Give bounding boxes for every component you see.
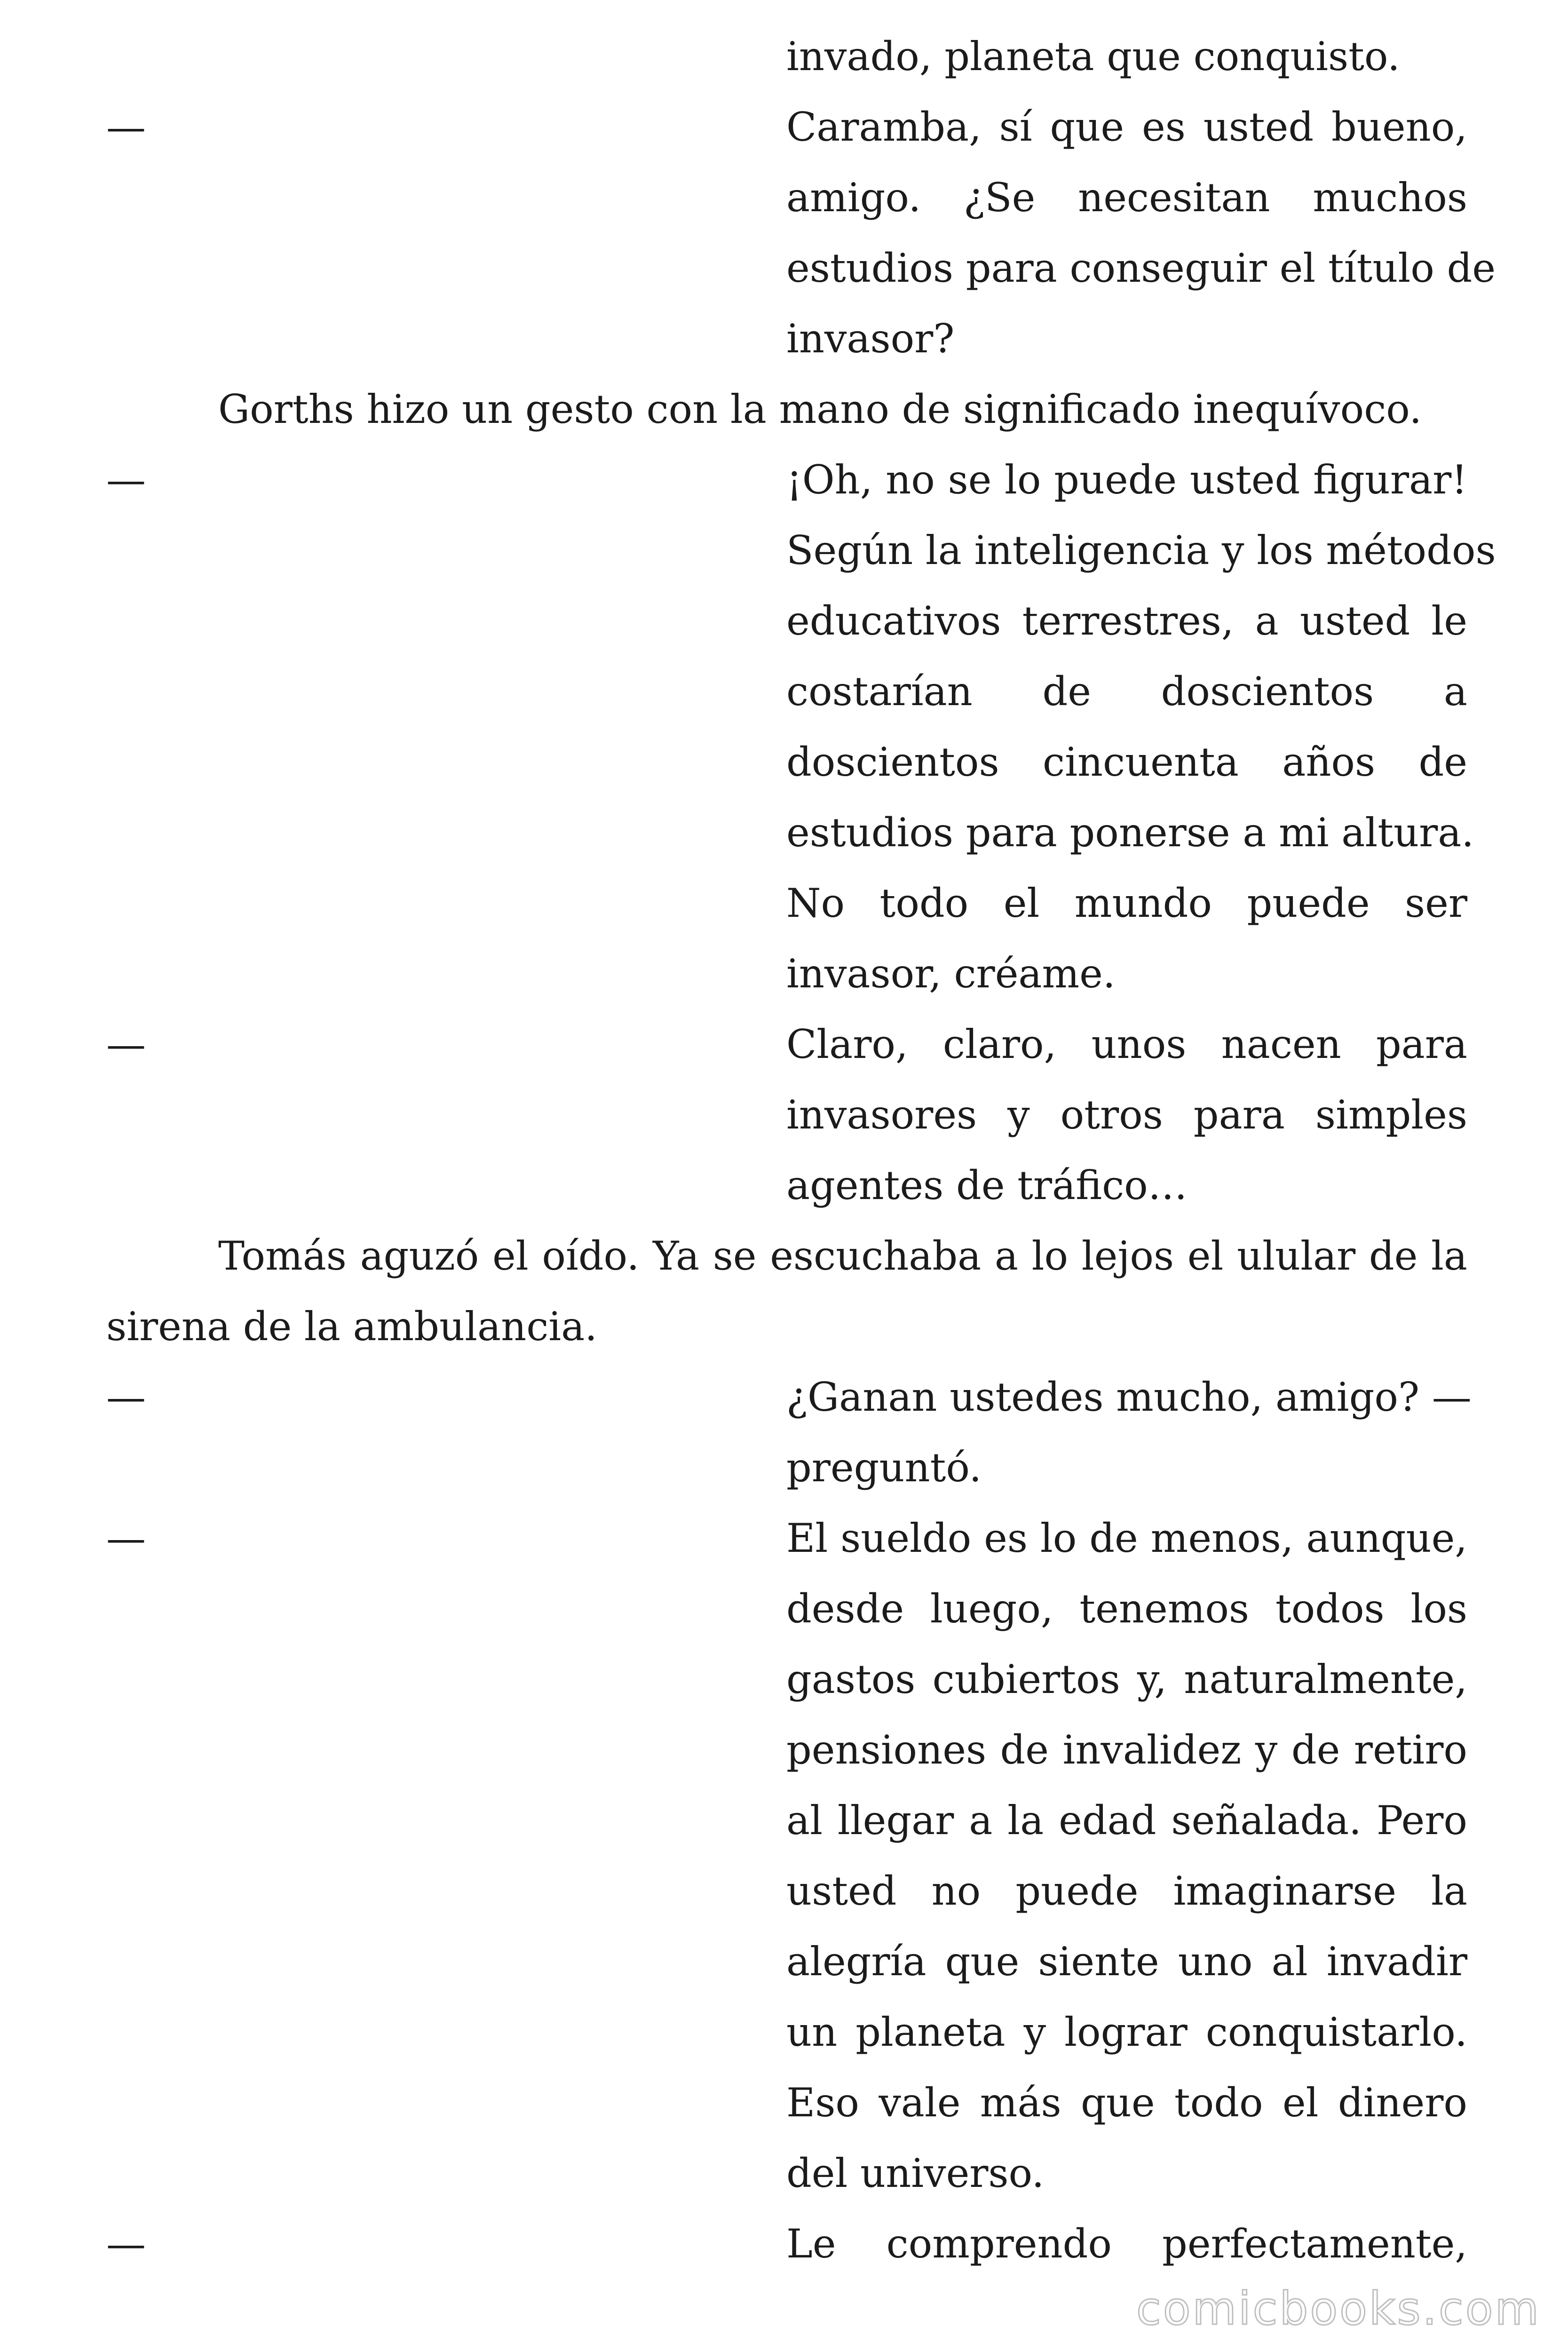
text-line: Caramba, sí que es usted bueno, [786, 104, 1467, 150]
dialogue-dash: — [106, 1374, 146, 1420]
text-line: Gorths hizo un gesto con la mano de significado inequívoco. [218, 386, 1422, 432]
text-line: Claro, claro, unos nacen para [786, 1021, 1467, 1067]
text-line: ¡Oh, no se lo puede usted figurar! [786, 457, 1467, 503]
text-line: gastos cubiertos y, naturalmente, [786, 1656, 1467, 1702]
text-line: usted no puede imaginarse la [786, 1868, 1467, 1914]
text-line: costarían de doscientos a [786, 668, 1467, 715]
text-line: Tomás aguzó el oído. Ya se escuchaba a lo lejos el ulular de la [218, 1233, 1467, 1279]
watermark: comicbooks.com [1136, 2282, 1541, 2335]
text-line: ¿Ganan ustedes mucho, amigo? — [786, 1374, 1472, 1420]
text-line: al llegar a la edad señalada. Pero [786, 1797, 1467, 1843]
dialogue-dash: — [106, 1515, 146, 1561]
text-line: invasores y otros para simples [786, 1092, 1467, 1138]
dialogue-dash: — [106, 2221, 146, 2267]
text-line: preguntó. [786, 1445, 982, 1491]
text-line: estudios para conseguir el título de [786, 245, 1496, 291]
text-line: Le comprendo perfectamente, [786, 2221, 1467, 2267]
text-line: invasor, créame. [786, 951, 1116, 997]
text-line: educativos terrestres, a usted le [786, 598, 1467, 644]
text-line: sirena de la ambulancia. [106, 1303, 597, 1350]
text-line: pensiones de invalidez y de retiro [786, 1727, 1467, 1773]
text-line: alegría que siente uno al invadir [786, 1939, 1467, 1985]
text-line: desde luego, tenemos todos los [786, 1586, 1467, 1632]
text-line: No todo el mundo puede ser [786, 880, 1467, 926]
text-line: Según la inteligencia y los métodos [786, 527, 1496, 573]
text-line: agentes de tráfico… [786, 1162, 1188, 1208]
dialogue-dash: — [106, 1021, 146, 1067]
text-line: Eso vale más que todo el dinero [786, 2080, 1467, 2126]
dialogue-dash: — [106, 104, 146, 150]
text-line: amigo. ¿Se necesitan muchos [786, 175, 1467, 221]
text-line: El sueldo es lo de menos, aunque, [786, 1515, 1467, 1561]
dialogue-dash: — [106, 457, 146, 503]
text-line: del universo. [786, 2150, 1045, 2196]
text-line: un planeta y lograr conquistarlo. [786, 2009, 1467, 2055]
text-line: estudios para ponerse a mi altura. [786, 810, 1474, 856]
text-line: doscientos cincuenta años de [786, 739, 1467, 785]
text-line: invado, planeta que conquisto. [786, 33, 1400, 79]
text-line: invasor? [786, 316, 955, 362]
